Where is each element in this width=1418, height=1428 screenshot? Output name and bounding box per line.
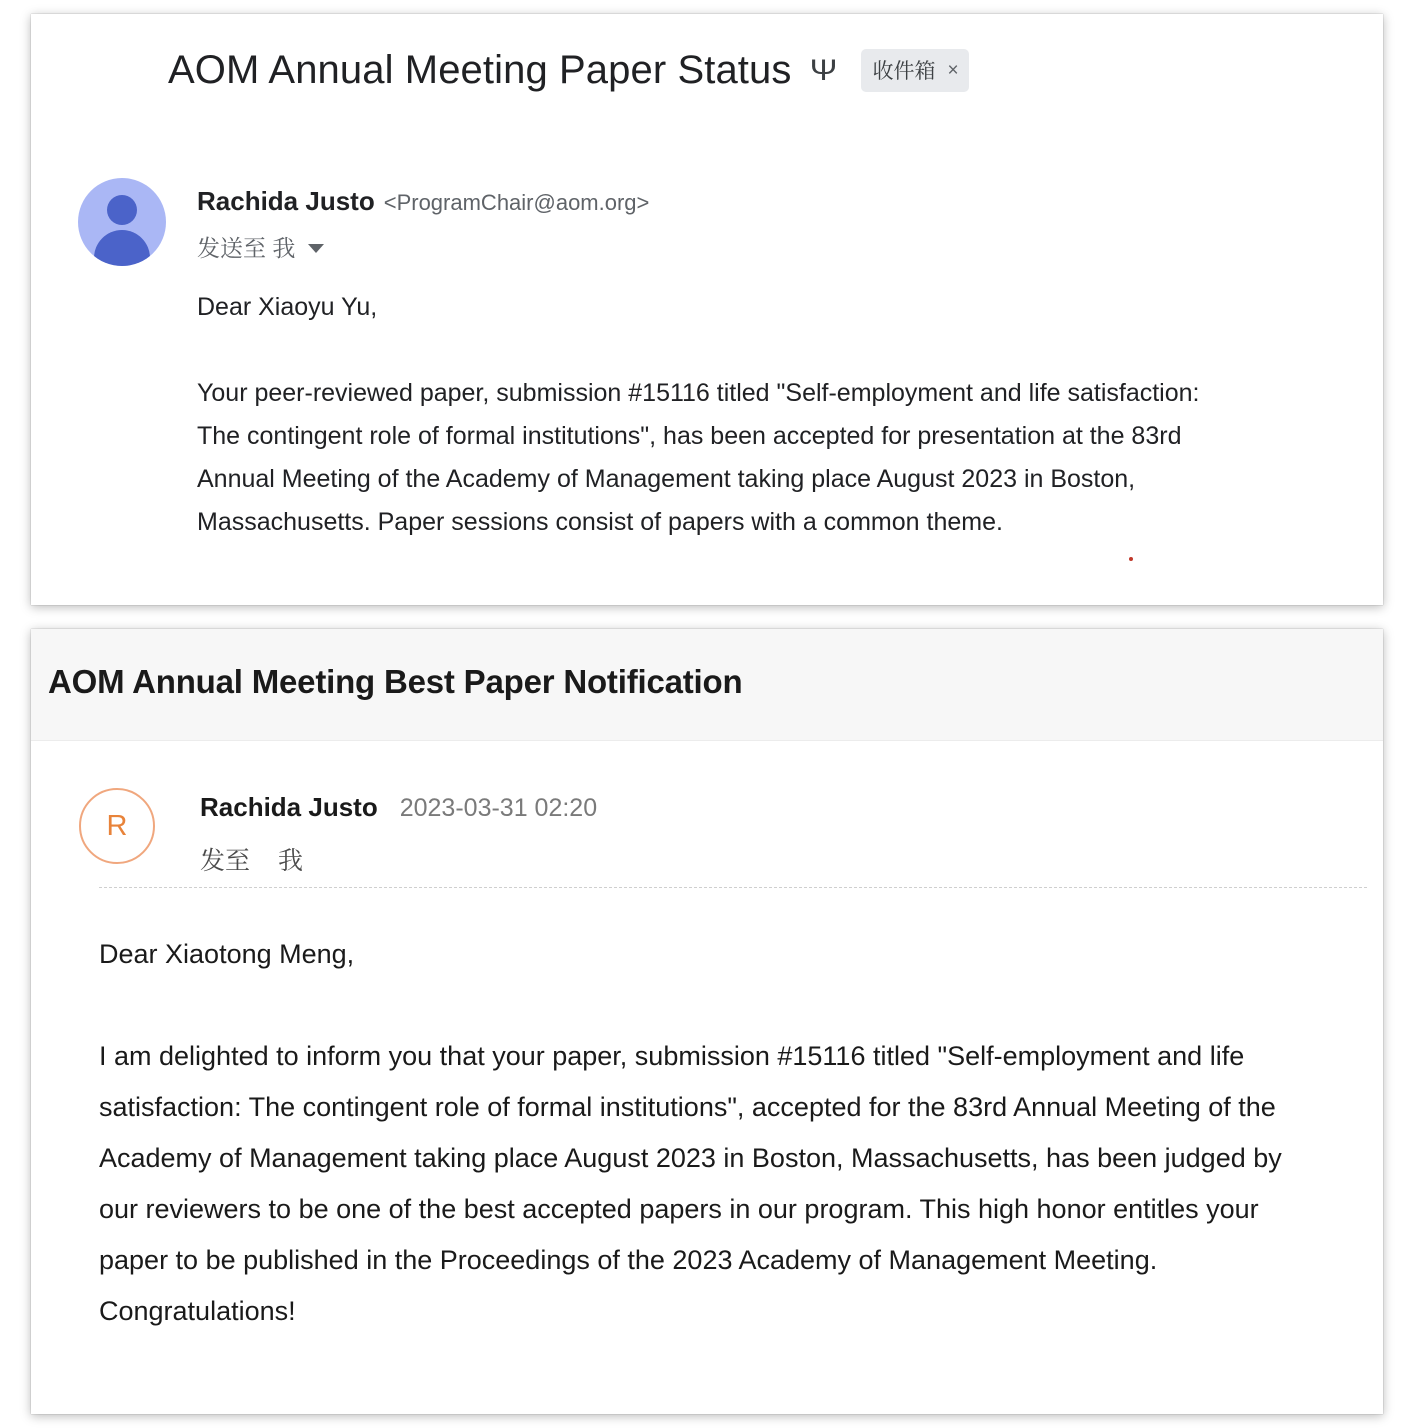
recipient-line[interactable]: [197, 230, 324, 263]
email-card-bottom: [31, 629, 1383, 1414]
avatar-initial[interactable]: R: [79, 788, 155, 864]
bottom-recipient-label: 发至: [200, 847, 251, 875]
sender-email[interactable]: <ProgramChair@aom.org>: [383, 190, 650, 215]
timestamp: 2023-03-31 02:20: [399, 794, 598, 822]
bottom-page-title: AOM Annual Meeting Best Paper Notification: [48, 663, 743, 700]
avatar-body-shape: [94, 230, 150, 266]
avatar-head-shape: [107, 195, 137, 225]
avatar[interactable]: [78, 178, 166, 266]
greeting-text: Dear Xiaoyu Yu,: [197, 293, 378, 321]
chevron-down-icon[interactable]: [308, 244, 324, 253]
bottom-body-paragraph: I am delighted to inform you that your paper, submission #15116 titled "Self-employment and life satisfaction: The contingent role of formal institutions", accepted for the 83rd Annual Meeting of the Academy of Management taking place August 2023 in Boston, Massachusetts, has been judged by our reviewers to be one of the best accepted papers in our program. This high honor entitles your paper to be published in the Proceedings of the 2023 Academy of Management Meeting. Congratulations!: [99, 1041, 1282, 1326]
email-body-bottom: [99, 929, 1319, 1337]
bottom-paragraph-spacer: [99, 980, 1319, 1031]
top-subject-row: [168, 48, 969, 93]
cursor-dot: [1129, 557, 1133, 561]
page-title: AOM Annual Meeting Paper Status: [168, 48, 792, 92]
close-icon[interactable]: ×: [947, 59, 959, 81]
inbox-arrow-icon: Ψ: [810, 53, 838, 87]
recipient-text: 发送至 我: [197, 235, 296, 261]
bottom-sender-name[interactable]: Rachida Justo: [200, 792, 378, 822]
sender-line: [197, 186, 649, 217]
bottom-recipient-line: [200, 841, 303, 877]
bottom-recipient-value[interactable]: 我: [278, 847, 304, 875]
email-body-top: [197, 286, 1227, 544]
label-chip-inbox[interactable]: [861, 49, 969, 92]
label-chip-text: 收件箱: [872, 60, 936, 83]
email-card-top: [31, 14, 1383, 605]
paragraph-spacer: [197, 329, 1227, 372]
bottom-greeting-text: Dear Xiaotong Meng,: [99, 939, 355, 969]
bottom-sender-line: [200, 792, 597, 823]
bottom-header-bar: [31, 629, 1383, 741]
header-divider: [99, 887, 1367, 888]
body-paragraph: Your peer-reviewed paper, submission #15116 titled "Self-employment and life satisfaction: The contingent role of formal institutions", has been accepted for presentation at the 83rd Annual Meeting of the Academy of Management taking place August 2023 in Boston, Massachusetts. Paper sessions consist of papers with a common theme.: [197, 379, 1200, 536]
sender-name[interactable]: Rachida Justo: [197, 186, 375, 216]
